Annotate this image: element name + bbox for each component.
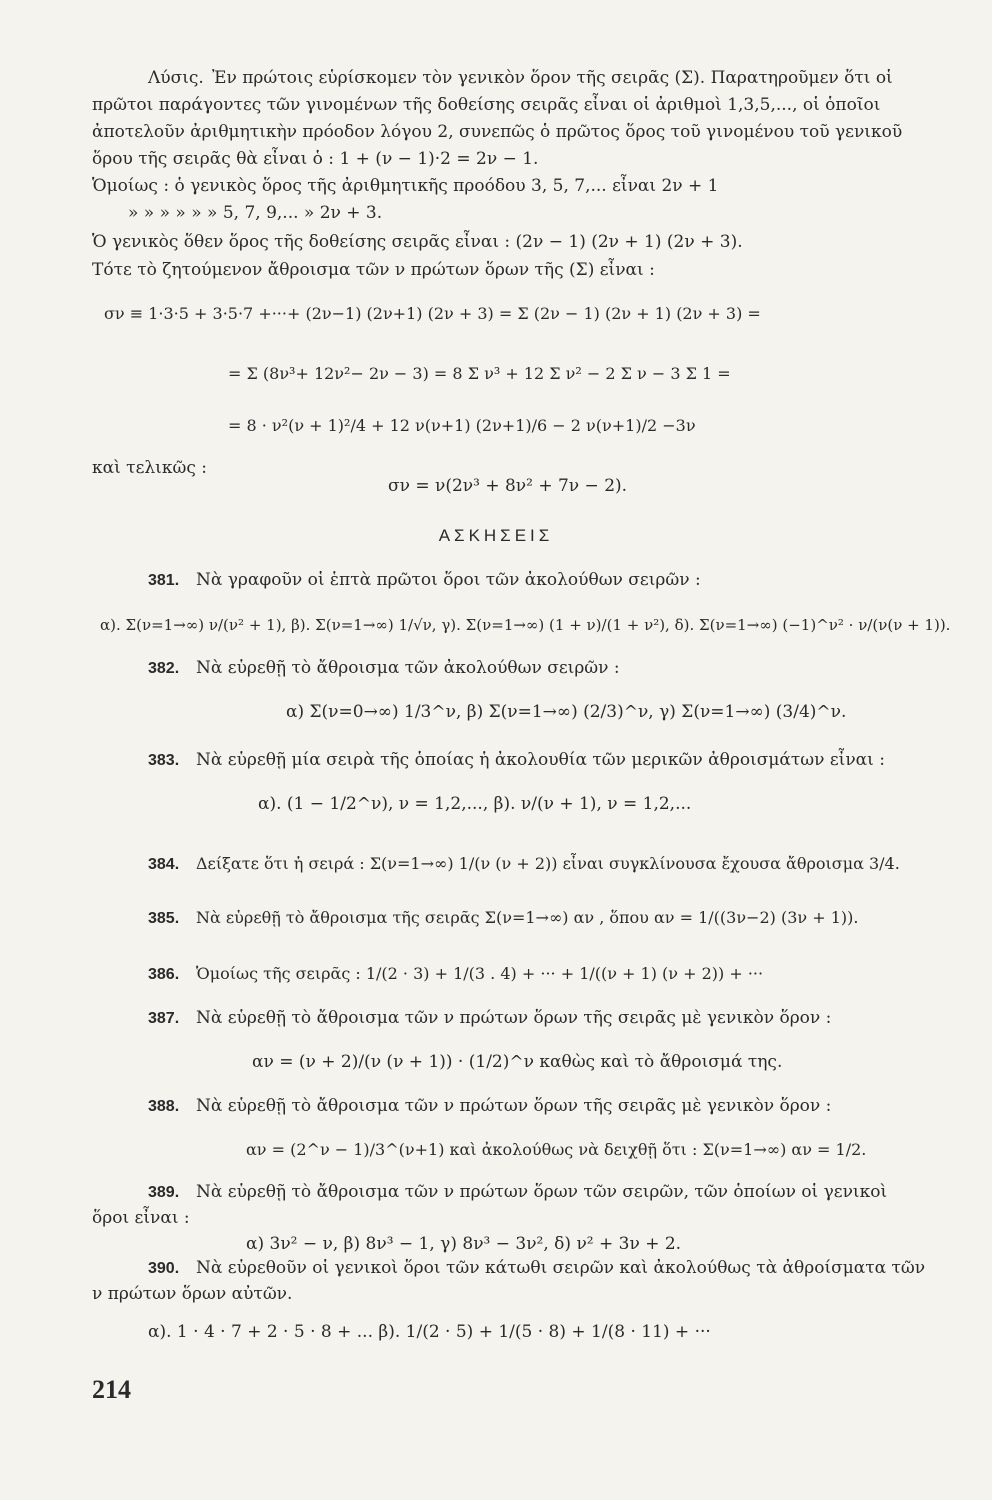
section-heading: ΑΣΚΗΣΕΙΣ (438, 526, 554, 545)
solution-line: Ὁ γενικὸς ὅθεν ὅρος τῆς δοθείσης σειρᾶς εἶναι : (2ν − 1) (2ν + 1) (2ν + 3). (92, 232, 743, 252)
equation-sum: σν ≡ 1·3·5 + 3·5·7 +···+ (2ν−1) (2ν+1) (2ν + 3) = Σ (2ν − 1) (2ν + 1) (2ν + 3) = (104, 304, 761, 323)
exercise-number: 382. (148, 660, 180, 677)
exercise-math: α) Σ(ν=0→∞) 1/3^ν, β) Σ(ν=1→∞) (2/3)^ν, γ) Σ(ν=1→∞) (3/4)^ν. (286, 702, 847, 722)
exercise-number: 383. (148, 752, 180, 769)
exercise-number: 390. (148, 1260, 180, 1277)
exercise-text: Ὁμοίως τῆς σειρᾶς : 1/(2 · 3) + 1/(3 . 4) + ··· + 1/((ν + 1) (ν + 2)) + ··· (196, 964, 764, 983)
exercise-number: 381. (148, 572, 180, 589)
equation-result: σν = ν(2ν³ + 8ν² + 7ν − 2). (388, 476, 628, 496)
exercise-math: α) 3ν² − ν, β) 8ν³ − 1, γ) 8ν³ − 3ν², δ) ν² + 3ν + 2. (246, 1234, 682, 1254)
exercise-text: ὅροι εἶναι : (92, 1208, 190, 1228)
solution-line: Ἐν πρώτοις εὑρίσκομεν τὸν γενικὸν ὅρον τῆς σειρᾶς (Σ). Παρατηροῦμεν ὅτι οἱ (212, 68, 893, 88)
solution-line: Τότε τὸ ζητούμενον ἄθροισμα τῶν ν πρώτων ὅρων τῆς (Σ) εἶναι : (92, 260, 655, 280)
exercise-number: 389. (148, 1184, 180, 1201)
exercise-text: Νὰ εὑρεθῇ τὸ ἄθροισμα τῶν ν πρώτων ὅρων τῆς σειρᾶς μὲ γενικὸν ὅρον : (196, 1096, 832, 1116)
exercise-number: 388. (148, 1098, 180, 1115)
exercise-number: 387. (148, 1010, 180, 1027)
exercise-math: αν = (2^ν − 1)/3^(ν+1) καὶ ἀκολούθως νὰ δειχθῇ ὅτι : Σ(ν=1→∞) αν = 1/2. (246, 1140, 867, 1159)
exercise-math: α). 1 · 4 · 7 + 2 · 5 · 8 + ... β). 1/(2 · 5) + 1/(5 · 8) + 1/(8 · 11) + ··· (148, 1322, 711, 1342)
solution-label: Λύσις. (148, 68, 204, 88)
exercise-text: Νὰ εὑρεθῇ μία σειρὰ τῆς ὁποίας ἡ ἀκολουθία τῶν μερικῶν ἀθροισμάτων εἶναι : (196, 750, 885, 770)
exercise-text: Νὰ εὑρεθῇ τὸ ἄθροισμα τῶν ν πρώτων ὅρων τῆς σειρᾶς μὲ γενικὸν ὅρον : (196, 1008, 832, 1028)
exercise-text: Νὰ εὑρεθῇ τὸ ἄθροισμα τῶν ν πρώτων ὅρων τῶν σειρῶν, τῶν ὁποίων οἱ γενικοὶ (196, 1182, 888, 1202)
equation-formulas: = 8 · ν²(ν + 1)²/4 + 12 ν(ν+1) (2ν+1)/6 − 2 ν(ν+1)/2 −3ν (228, 416, 696, 435)
exercise-text: Δείξατε ὅτι ἡ σειρά : Σ(ν=1→∞) 1/(ν (ν + 2)) εἶναι συγκλίνουσα ἔχουσα ἄθροισμα 3/4. (196, 854, 900, 873)
exercise-number: 385. (148, 910, 180, 927)
exercise-math: αν = (ν + 2)/(ν (ν + 1)) · (1/2)^ν καθὼς καὶ τὸ ἄθροισμά της. (252, 1052, 783, 1072)
exercise-text: Νὰ εὑρεθῇ τὸ ἄθροισμα τῶν ἀκολούθων σειρῶν : (196, 658, 620, 678)
solution-line: πρῶτοι παράγοντες τῶν γινομένων τῆς δοθείσης σειρᾶς εἶναι οἱ ἀριθμοὶ 1,3,5,..., οἱ ὁποῖοι (92, 95, 881, 115)
solution-line: Ὁμοίως : ὁ γενικὸς ὅρος τῆς ἀριθμητικῆς προόδου 3, 5, 7,... εἶναι 2ν + 1 (92, 176, 719, 196)
exercise-text: Νὰ εὑρεθῇ τὸ ἄθροισμα τῆς σειρᾶς Σ(ν=1→∞) αν , ὅπου αν = 1/((3ν−2) (3ν + 1)). (196, 908, 859, 927)
exercise-number: 384. (148, 856, 180, 873)
exercise-number: 386. (148, 966, 180, 983)
solution-line: ἀποτελοῦν ἀριθμητικὴν πρόοδον λόγου 2, συνεπῶς ὁ πρῶτος ὅρος τοῦ γινομένου τοῦ γενικοῦ (92, 122, 903, 142)
exercise-math: α). Σ(ν=1→∞) ν/(ν² + 1), β). Σ(ν=1→∞) 1/√ν, γ). Σ(ν=1→∞) (1 + ν)/(1 + ν²), δ). Σ(ν=1→∞) (−1)^ν² · ν/(ν(ν + 1)). (100, 616, 951, 634)
page-number: 214 (92, 1375, 131, 1404)
solution-line: ὅρου τῆς σειρᾶς θὰ εἶναι ὁ : 1 + (ν − 1)·2 = 2ν − 1. (92, 149, 539, 169)
exercise-text: ν πρώτων ὅρων αὐτῶν. (92, 1284, 293, 1304)
exercise-text: Νὰ εὑρεθοῦν οἱ γενικοὶ ὅροι τῶν κάτωθι σειρῶν καὶ ἀκολούθως τὰ ἀθροίσματα τῶν (196, 1258, 926, 1278)
exercise-text: Νὰ γραφοῦν οἱ ἑπτὰ πρῶτοι ὅροι τῶν ἀκολούθων σειρῶν : (196, 570, 701, 590)
solution-line: » » » » » » 5, 7, 9,... » 2ν + 3. (128, 203, 383, 223)
solution-line: καὶ τελικῶς : (92, 458, 207, 478)
equation-expand: = Σ (8ν³+ 12ν²− 2ν − 3) = 8 Σ ν³ + 12 Σ ν² − 2 Σ ν − 3 Σ 1 = (228, 364, 731, 383)
exercise-math: α). (1 − 1/2^ν), ν = 1,2,..., β). ν/(ν + 1), ν = 1,2,... (258, 794, 692, 814)
